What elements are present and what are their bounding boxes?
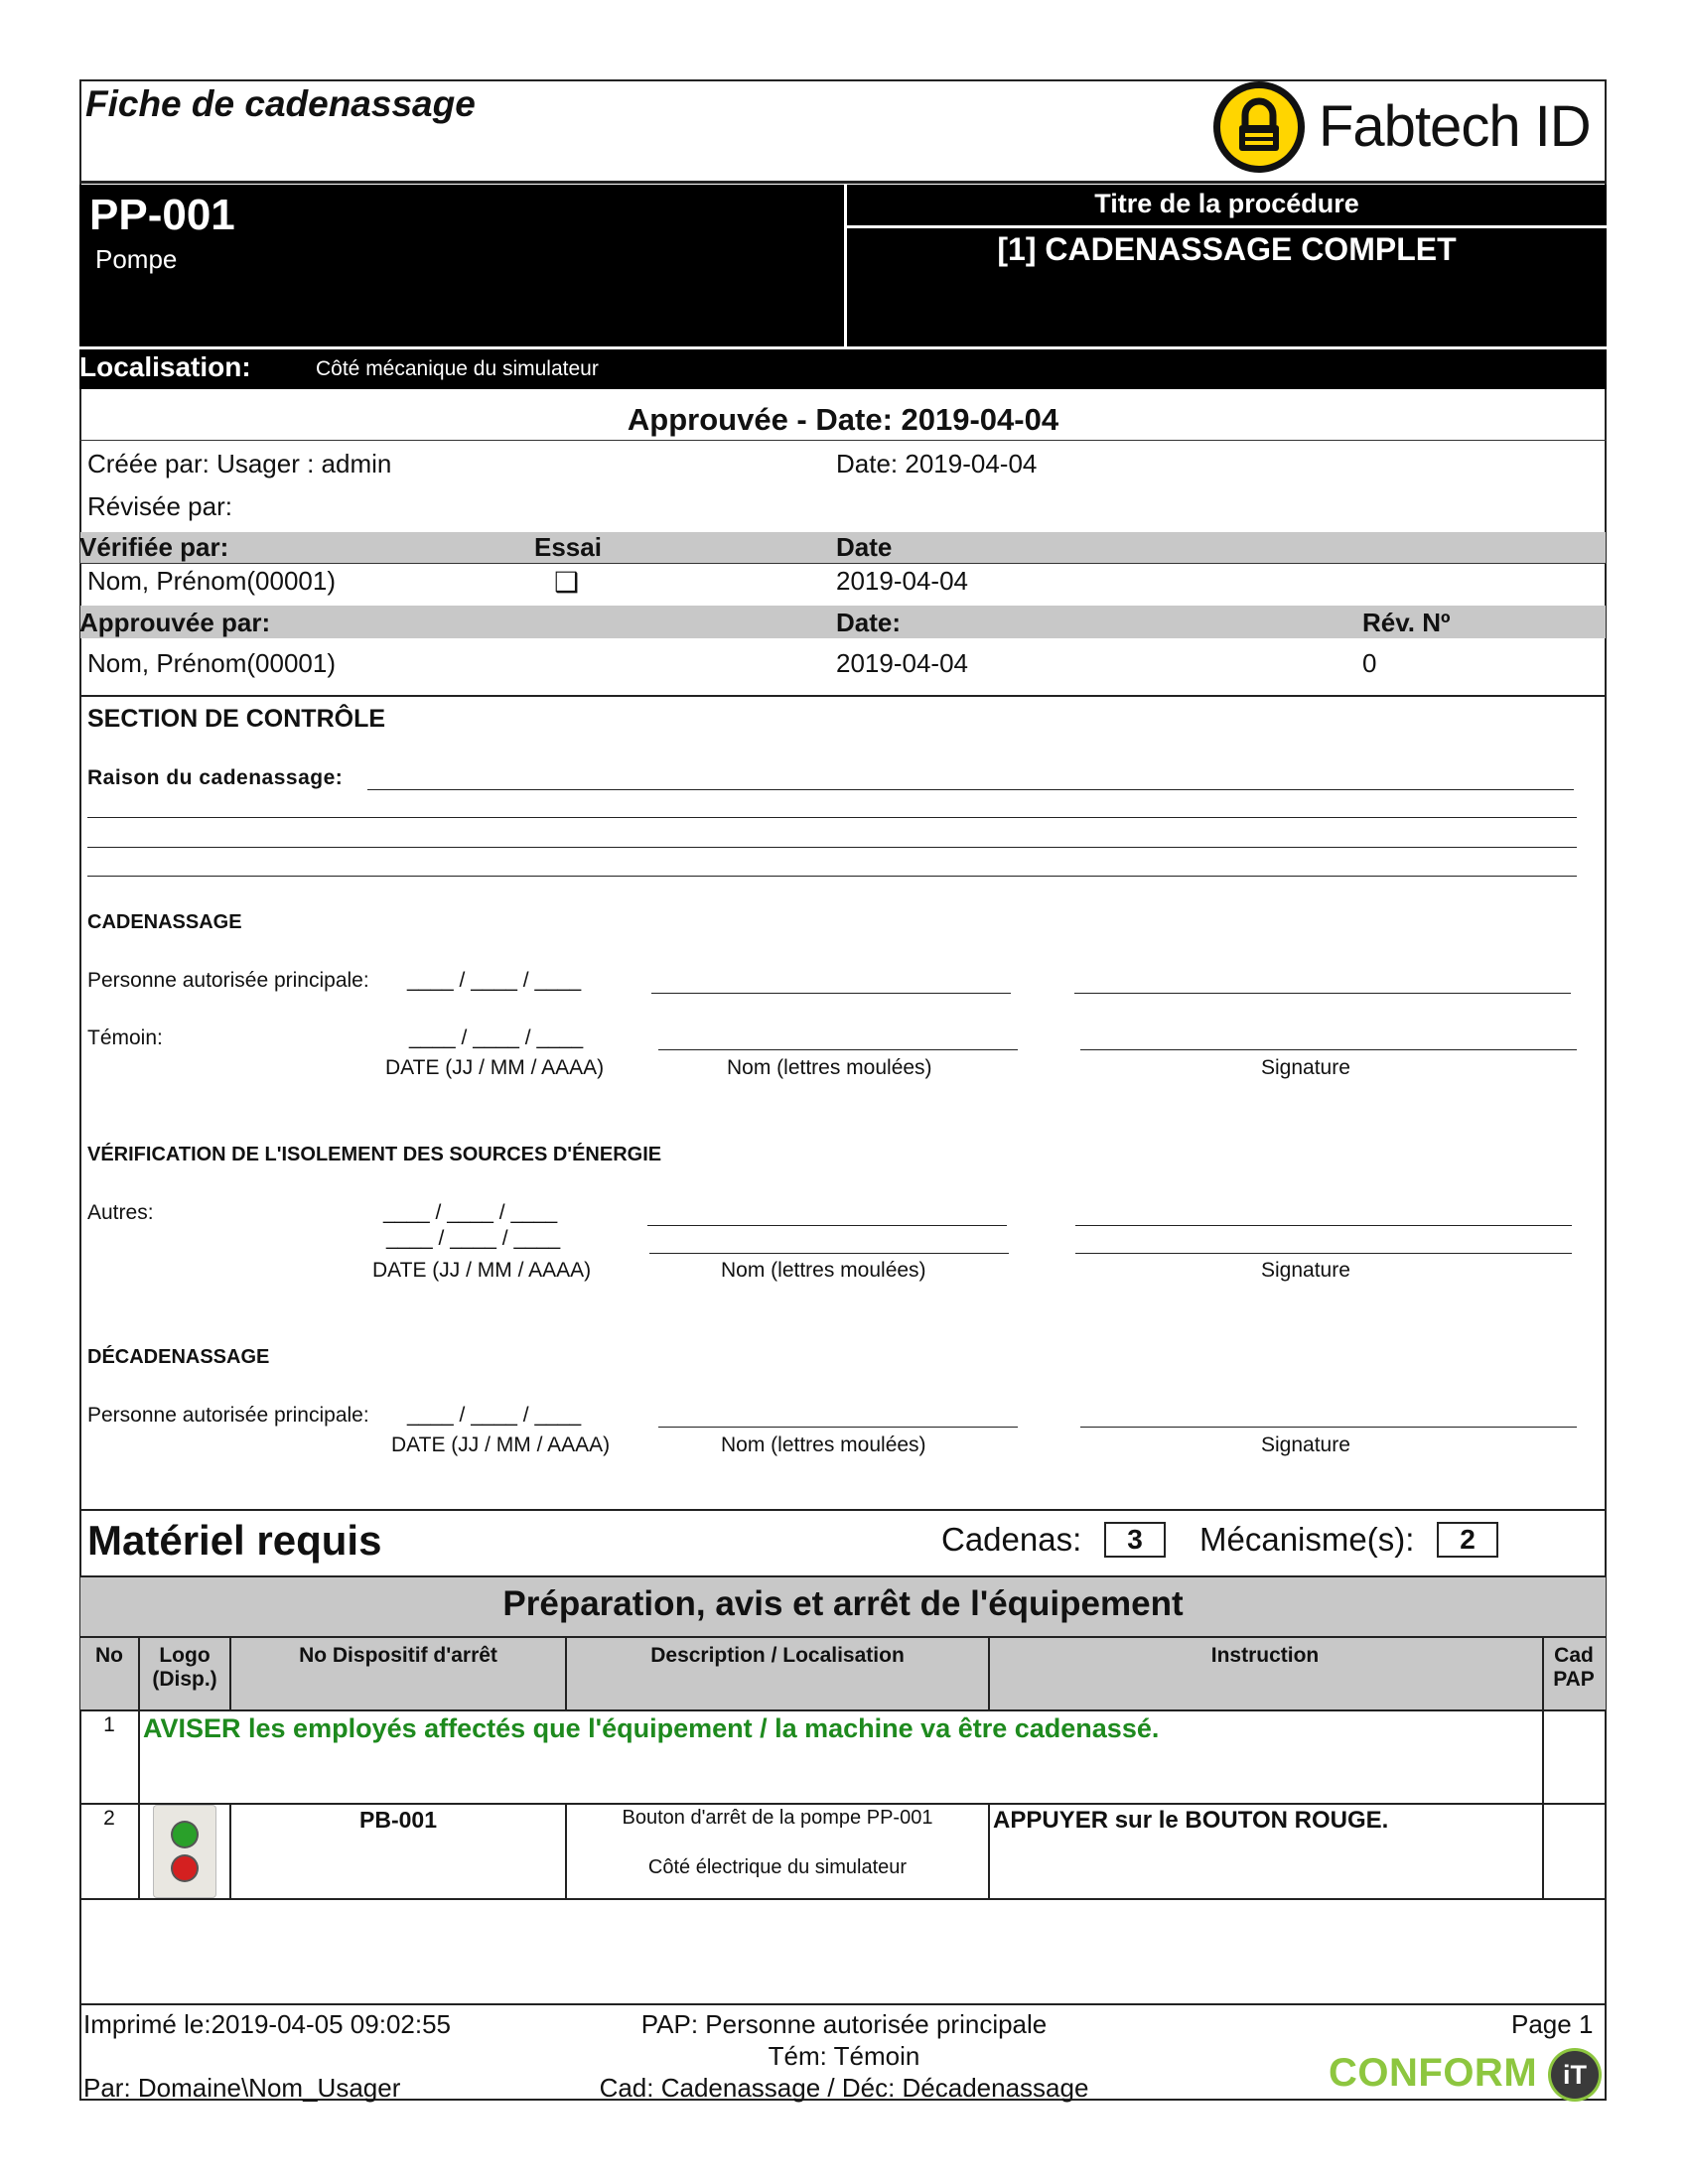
others-signature-line-2[interactable] bbox=[1075, 1253, 1572, 1254]
locks-label: Cadenas: bbox=[941, 1521, 1082, 1558]
lockout-title: CADENASSAGE bbox=[87, 911, 242, 933]
reason-label: Raison du cadenassage: bbox=[87, 766, 344, 789]
col-description: Description / Localisation bbox=[650, 1644, 905, 1667]
created-by: Créée par: Usager : admin bbox=[87, 449, 392, 478]
mechanisms-count: 2 bbox=[1437, 1522, 1498, 1558]
witness-label: Témoin: bbox=[87, 1026, 163, 1049]
rev-header: Rév. Nº bbox=[1362, 608, 1451, 637]
device-description: Bouton d'arrêt de la pompe PP-001 bbox=[622, 1807, 933, 1829]
verified-header: Vérifiée par: bbox=[79, 532, 229, 562]
printed-date: Imprimé le:2019-04-05 09:02:55 bbox=[83, 2009, 452, 2039]
col-instruction: Instruction bbox=[1210, 1644, 1320, 1667]
approved-date-header: Date: bbox=[836, 608, 902, 637]
push-button-device-icon bbox=[153, 1805, 216, 1898]
reason-line-2[interactable] bbox=[87, 817, 1577, 818]
equipment-id: PP-001 bbox=[89, 191, 235, 239]
printed-by: Par: Domaine\Nom_Usager bbox=[83, 2073, 401, 2103]
device-location: Côté électrique du simulateur bbox=[647, 1856, 908, 1878]
notice-text: AVISER les employés affectés que l'équipement / la machine va être cadenassé. bbox=[143, 1713, 1160, 1743]
procedure-title-label: Titre de la procédure bbox=[1094, 189, 1359, 218]
others-signature-line-1[interactable] bbox=[1075, 1225, 1572, 1226]
location-value: Côté mécanique du simulateur bbox=[316, 357, 599, 380]
device-id: PB-001 bbox=[359, 1807, 437, 1833]
witness-signature-line[interactable] bbox=[1080, 1049, 1577, 1050]
procedure-title: [1] CADENASSAGE COMPLET bbox=[997, 231, 1457, 267]
witness-name-line[interactable] bbox=[658, 1049, 1018, 1050]
lock-logo-icon bbox=[1213, 81, 1305, 173]
principal-date-field[interactable]: ____ / ____ / ____ bbox=[407, 969, 582, 992]
location-label: Localisation: bbox=[79, 351, 251, 382]
unlock-signature-line[interactable] bbox=[1080, 1427, 1577, 1428]
legend-pap: PAP: Personne autorisée principale bbox=[640, 2009, 1048, 2039]
preparation-title: Préparation, avis et arrêt de l'équipement bbox=[502, 1584, 1184, 1623]
revised-by: Révisée par: bbox=[87, 491, 232, 521]
verified-date: 2019-04-04 bbox=[836, 566, 968, 596]
fabtech-logo-text: Fabtech ID bbox=[1319, 94, 1591, 159]
row-number: 2 bbox=[103, 1807, 115, 1830]
mechanisms-label: Mécanisme(s): bbox=[1199, 1521, 1415, 1558]
signature-caption: Signature bbox=[1261, 1259, 1350, 1282]
unlock-date-field[interactable]: ____ / ____ / ____ bbox=[407, 1404, 582, 1427]
date-caption: DATE (JJ / MM / AAAA) bbox=[391, 1433, 611, 1456]
page-number: Page 1 bbox=[1511, 2009, 1594, 2039]
name-caption: Nom (lettres moulées) bbox=[721, 1433, 926, 1456]
rev-number: 0 bbox=[1362, 648, 1377, 678]
signature-caption: Signature bbox=[1261, 1056, 1350, 1079]
conform-it-badge-icon: iT bbox=[1551, 2051, 1599, 2099]
approved-header: Approuvée par: bbox=[79, 608, 271, 637]
date-caption: DATE (JJ / MM / AAAA) bbox=[372, 1259, 592, 1282]
date-header: Date bbox=[836, 532, 893, 562]
reason-line-4[interactable] bbox=[87, 876, 1577, 877]
locks-count: 3 bbox=[1104, 1522, 1166, 1558]
row-number: 1 bbox=[103, 1713, 115, 1736]
conform-logo-text: CONFORM bbox=[1329, 2051, 1538, 2095]
signature-caption: Signature bbox=[1261, 1433, 1350, 1456]
principal-signature-line[interactable] bbox=[1074, 993, 1571, 994]
form-title: Fiche de cadenassage bbox=[85, 83, 476, 124]
essai-checkbox[interactable]: ❑ bbox=[554, 567, 580, 598]
verified-name: Nom, Prénom(00001) bbox=[87, 566, 336, 596]
others-label: Autres: bbox=[87, 1201, 154, 1224]
col-device: No Dispositif d'arrêt bbox=[299, 1644, 497, 1667]
legend-tem: Tém: Témoin bbox=[768, 2041, 920, 2071]
name-caption: Nom (lettres moulées) bbox=[721, 1259, 926, 1282]
verification-title: VÉRIFICATION DE L'ISOLEMENT DES SOURCES D'ÉNERGIE bbox=[87, 1144, 662, 1165]
approved-date: 2019-04-04 bbox=[836, 648, 968, 678]
unlock-title: DÉCADENASSAGE bbox=[87, 1346, 270, 1368]
others-name-line-1[interactable] bbox=[647, 1225, 1007, 1226]
reason-line-3[interactable] bbox=[87, 847, 1577, 848]
principal-label: Personne autorisée principale: bbox=[87, 969, 369, 992]
unlock-principal-label: Personne autorisée principale: bbox=[87, 1404, 369, 1427]
instruction-text: APPUYER sur le BOUTON ROUGE. bbox=[993, 1807, 1389, 1834]
col-logo: Logo (Disp.) bbox=[152, 1644, 217, 1691]
others-date-field-1[interactable]: ____ / ____ / ____ bbox=[383, 1201, 558, 1224]
created-date: Date: 2019-04-04 bbox=[836, 449, 1038, 478]
legend-cad: Cad: Cadenassage / Déc: Décadenassage bbox=[599, 2073, 1089, 2103]
principal-name-line[interactable] bbox=[651, 993, 1011, 994]
essai-header: Essai bbox=[534, 532, 602, 562]
date-caption: DATE (JJ / MM / AAAA) bbox=[385, 1056, 605, 1079]
witness-date-field[interactable]: ____ / ____ / ____ bbox=[409, 1026, 584, 1049]
approval-banner: Approuvée - Date: 2019-04-04 bbox=[627, 402, 1059, 437]
others-name-line-2[interactable] bbox=[649, 1253, 1009, 1254]
material-title: Matériel requis bbox=[87, 1517, 382, 1564]
control-section-title: SECTION DE CONTRÔLE bbox=[87, 705, 386, 733]
col-no: No bbox=[95, 1644, 123, 1667]
others-date-field-2[interactable]: ____ / ____ / ____ bbox=[386, 1227, 561, 1250]
name-caption: Nom (lettres moulées) bbox=[727, 1056, 932, 1079]
col-cad-pap: Cad PAP bbox=[1553, 1644, 1595, 1691]
unlock-name-line[interactable] bbox=[658, 1427, 1018, 1428]
equipment-name: Pompe bbox=[95, 244, 178, 274]
approved-name: Nom, Prénom(00001) bbox=[87, 648, 336, 678]
reason-line-1[interactable] bbox=[367, 789, 1574, 790]
